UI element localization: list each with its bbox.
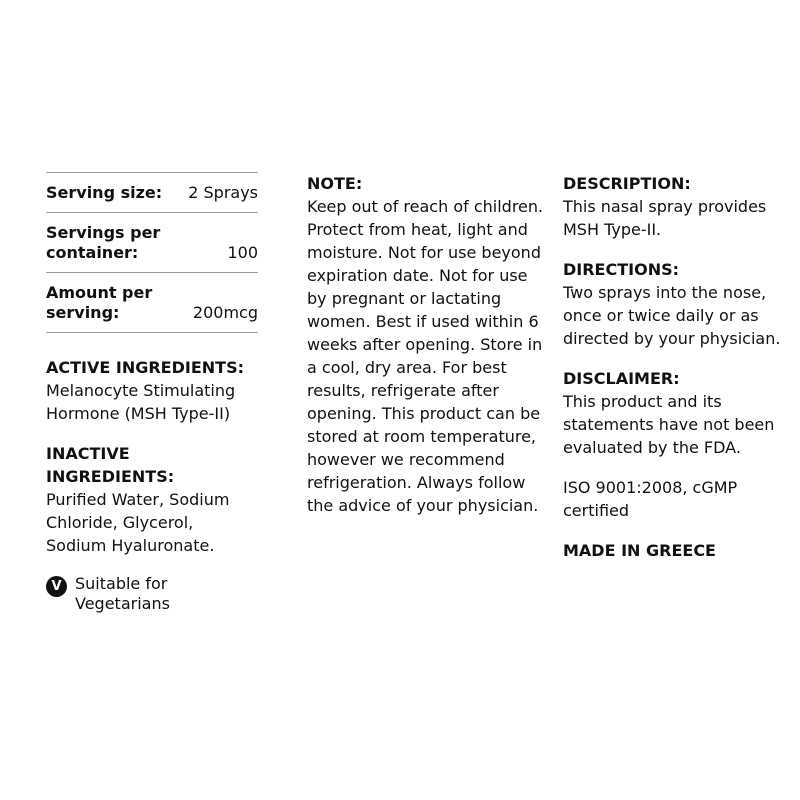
directions-section [563,258,783,350]
servings-per-container-label: Servings per container: [46,223,161,262]
note-text: Keep out of reach of children. Protect from heat, light and moisture. Not for use beyond expiration date. Not for use by pregnant or lactating women. Best if used within 6 weeks after opening. Store in a cool, dry area. For best results, refrigerate after opening. This product can be stored at room temperature, however we recommend refrigeration. Always follow the advice of your physician. [307,197,544,515]
disclaimer-text: This product and its statements have not been evaluated by the FDA. [563,392,775,457]
vegetarian-icon: V [46,576,67,597]
amount-per-serving-label: Amount per serving: [46,283,153,322]
description-section [563,172,783,241]
note-section [307,172,547,517]
active-ingredients-text: Melanocyte Stimulating Hormone (MSH Type-II) [46,381,236,423]
supplement-facts-table [46,172,258,333]
vegetarian-badge-row [46,574,258,614]
directions-heading: DIRECTIONS: [563,260,680,279]
made-in-label: MADE IN GREECE [563,541,716,560]
amount-per-serving-row [46,273,258,333]
description-text: This nasal spray provides MSH Type-II. [563,197,767,239]
right-column [563,172,783,562]
servings-per-container-value: 100 [227,243,258,262]
left-column [46,172,258,614]
disclaimer-heading: DISCLAIMER: [563,369,680,388]
amount-per-serving-value: 200mcg [192,303,258,322]
origin-section [563,539,783,562]
middle-column [307,172,547,517]
disclaimer-section [563,367,783,459]
note-heading: NOTE: [307,174,363,193]
servings-per-container-row [46,213,258,273]
active-ingredients-heading: ACTIVE INGREDIENTS: [46,358,244,377]
active-ingredients-section [46,356,258,425]
description-heading: DESCRIPTION: [563,174,691,193]
inactive-ingredients-text: Purified Water, Sodium Chloride, Glycerol, Sodium Hyaluronate. [46,490,230,555]
directions-text: Two sprays into the nose, once or twice daily or as directed by your physician. [563,283,781,348]
inactive-ingredients-heading: INACTIVE INGREDIENTS: [46,444,175,486]
serving-size-value: 2 Sprays [188,183,258,202]
serving-size-row [46,173,258,213]
serving-size-label: Serving size: [46,183,163,202]
inactive-ingredients-section [46,442,258,557]
certification-text: ISO 9001:2008, cGMP certified [563,478,738,520]
certification-section [563,476,783,522]
vegetarian-text: Suitable for Vegetarians [75,574,170,613]
